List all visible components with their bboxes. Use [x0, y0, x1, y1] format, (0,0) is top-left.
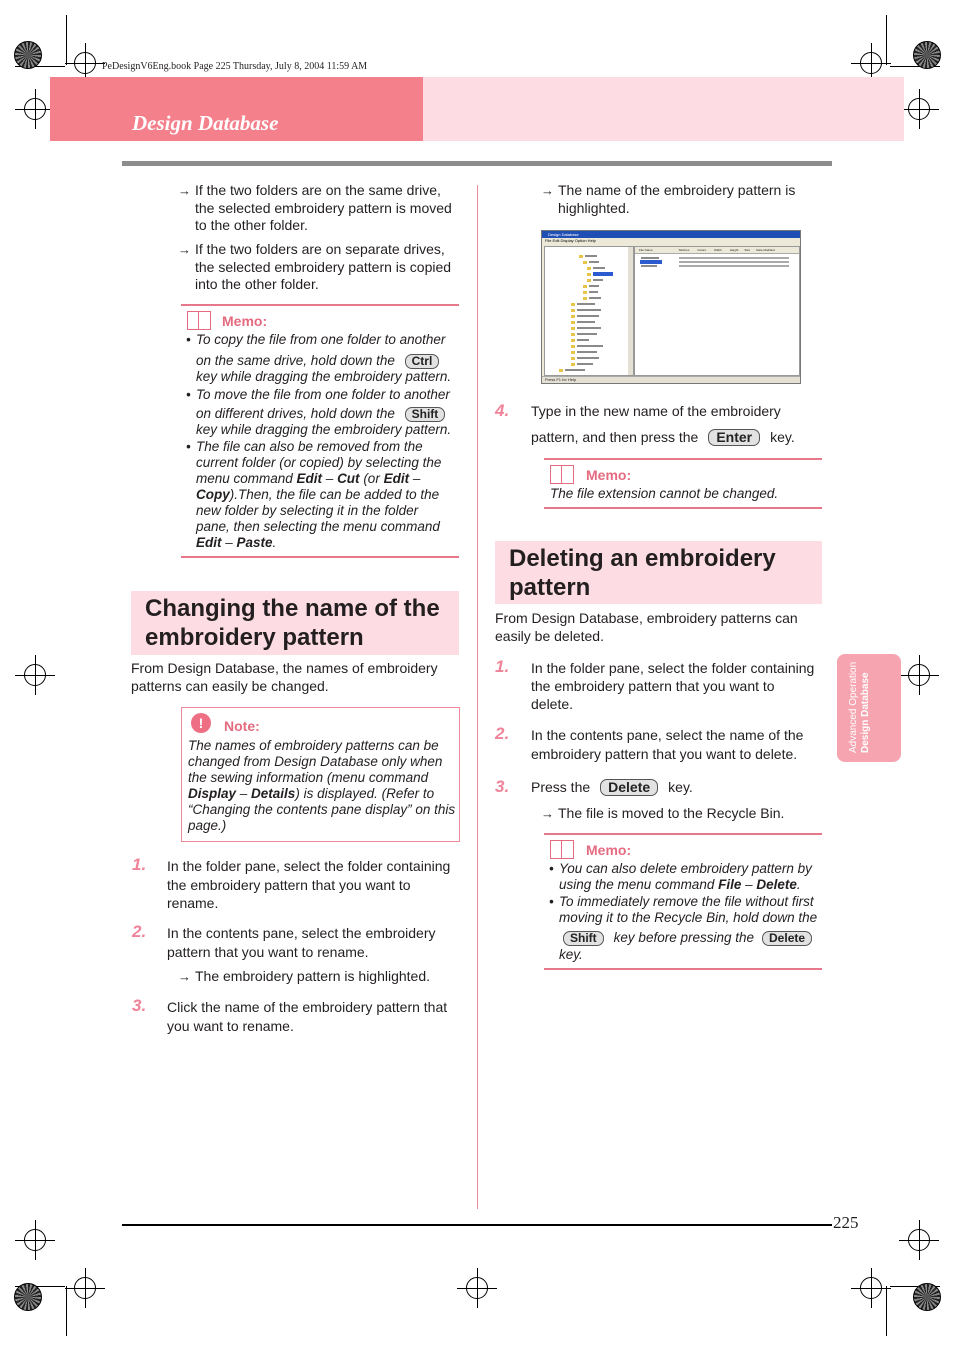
step-text: Press the Delete key.: [531, 779, 693, 795]
crop-mark: [886, 1286, 887, 1336]
step-number: 2.: [132, 922, 147, 941]
memo-title: Memo:: [586, 842, 632, 858]
memo-rule: [181, 556, 459, 558]
memo-book-icon: [550, 840, 574, 859]
bullet: •: [549, 894, 554, 909]
registration-rosette-icon: [14, 1283, 42, 1311]
window-title: Design Database: [542, 231, 800, 238]
arrow-icon: →: [178, 242, 191, 257]
memo-book-icon: [187, 311, 211, 330]
page-number: 225: [833, 1213, 859, 1232]
memo-rule: [181, 304, 459, 306]
registration-crosshair-icon: [908, 1229, 930, 1251]
registration-crosshair-icon: [860, 1277, 882, 1299]
memo-item: key while dragging the embroidery pattern.: [196, 369, 452, 384]
memo-text: The file extension cannot be changed.: [550, 486, 779, 501]
arrow-icon: →: [541, 806, 554, 821]
step-number: 1.: [495, 657, 510, 676]
arrow-icon: →: [178, 969, 191, 984]
step-text: Click the name of the embroidery pattern that you want to rename.: [167, 999, 448, 1034]
memo-rule: [544, 833, 822, 835]
registration-crosshair-icon: [74, 52, 96, 74]
registration-crosshair-icon: [74, 1277, 96, 1299]
crop-mark: [66, 15, 67, 65]
folder-pane: [544, 246, 634, 376]
shift-key: Shift: [563, 931, 604, 946]
status-bar: Press F1 for Help: [542, 376, 801, 383]
arrow-icon: →: [541, 183, 554, 198]
note-text: The names of embroidery patterns can be changed from Design Database only when the sewing information (menu command Display – Details) is displayed. (Refer to “Changing the contents pane display” on this page.): [188, 738, 456, 833]
footer-rule: [122, 1224, 832, 1226]
step-text: pattern, and then press the Enter key.: [531, 429, 795, 445]
memo-item: To copy the file from one folder to another: [196, 332, 446, 347]
memo-item: key while dragging the embroidery pattern.: [196, 422, 452, 437]
section-title-delete: Deleting an embroidery pattern: [509, 545, 776, 601]
exclamation-icon: !: [191, 713, 211, 733]
step-text: In the contents pane, select the name of the embroidery pattern that you want to delete.: [531, 727, 804, 762]
section-intro: From Design Database, embroidery patterns can easily be deleted.: [495, 610, 798, 644]
delete-key: Delete: [600, 779, 658, 796]
registration-crosshair-icon: [908, 664, 930, 686]
memo-item: on different drives, hold down the Shift: [196, 406, 445, 422]
step-number: 4.: [495, 401, 510, 420]
registration-crosshair-icon: [24, 98, 46, 120]
registration-rosette-icon: [14, 41, 42, 69]
enter-key: Enter: [708, 429, 760, 446]
contents-pane: File Name Stitches Colors Width Height Size Date Modified: [634, 246, 800, 376]
arrow-icon: →: [178, 183, 191, 198]
memo-item: on the same drive, hold down the Ctrl: [196, 353, 439, 369]
step-number: 1.: [132, 855, 147, 874]
result-text: The file is moved to the Recycle Bin.: [558, 805, 785, 821]
step-text: Type in the new name of the embroidery: [531, 403, 781, 419]
crop-mark: [66, 1286, 67, 1336]
registration-crosshair-icon: [860, 52, 882, 74]
memo-title: Memo:: [586, 467, 632, 483]
memo-rule: [544, 507, 822, 509]
section-intro: From Design Database, the names of embroidery patterns can easily be changed.: [131, 660, 438, 694]
crop-mark: [886, 15, 887, 65]
memo-item: The file can also be removed from the current folder (or copied) by selecting the menu command Edit – Cut (or Edit – Copy).Then, the file can be added to the new folder by selecting it in the folder pane, then selecting the menu command Edit – Paste.: [196, 439, 442, 550]
result-text: The name of the embroidery pattern is highlighted.: [558, 182, 796, 216]
bullet: •: [186, 439, 191, 454]
registration-crosshair-icon: [24, 664, 46, 686]
memo-item: To immediately remove the file without first moving it to the Recycle Bin, hold down the: [559, 894, 818, 925]
memo-item: key.: [559, 947, 583, 962]
window-menu: File Edit Display Option Help: [545, 238, 596, 243]
bullet: •: [186, 387, 191, 402]
bullet: •: [549, 861, 554, 876]
step-text: In the folder pane, select the folder containing the embroidery pattern that you want to rename.: [167, 858, 451, 911]
file-header: PeDesignV6Eng.book Page 225 Thursday, July 8, 2004 11:59 AM: [102, 61, 368, 72]
registration-crosshair-icon: [466, 1277, 488, 1299]
result-text: If the two folders are on the same drive, the selected embroidery pattern is moved to the other folder.: [195, 182, 452, 233]
note-title: Note:: [224, 718, 260, 734]
section-title-rename: Changing the name of the embroidery pattern: [145, 595, 440, 651]
column-divider: [477, 185, 478, 1209]
step-text: In the contents pane, select the embroidery pattern that you want to rename.: [167, 925, 436, 960]
memo-rule: [544, 968, 822, 970]
shift-key: Shift: [405, 407, 446, 422]
step-number: 3.: [132, 996, 147, 1015]
memo-rule: [544, 458, 822, 460]
memo-item: You can also delete embroidery pattern by using the menu command File – Delete.: [559, 861, 812, 892]
result-text: If the two folders are on separate drives, the selected embroidery pattern is copied into the other folder.: [195, 241, 452, 292]
header-title: Design Database: [132, 111, 279, 135]
bullet: •: [186, 332, 191, 347]
memo-title: Memo:: [222, 313, 268, 329]
side-tab-label: Advanced Operation Design Database: [848, 661, 871, 753]
design-database-screenshot: [541, 230, 801, 384]
memo-item: To move the file from one folder to another: [196, 387, 450, 402]
registration-rosette-icon: [913, 41, 941, 69]
ctrl-key: Ctrl: [405, 354, 440, 369]
registration-crosshair-icon: [24, 1229, 46, 1251]
header-rule: [122, 161, 832, 166]
step-number: 3.: [495, 777, 510, 796]
registration-crosshair-icon: [908, 98, 930, 120]
registration-rosette-icon: [913, 1283, 941, 1311]
step-text: In the folder pane, select the folder containing the embroidery pattern that you want to delete.: [531, 660, 815, 712]
memo-item: Shift key before pressing the Delete: [559, 930, 812, 946]
memo-book-icon: [550, 465, 574, 484]
header-band-light: [423, 77, 904, 141]
delete-key: Delete: [762, 931, 812, 946]
step-number: 2.: [495, 724, 510, 743]
result-text: The embroidery pattern is highlighted.: [195, 968, 431, 984]
